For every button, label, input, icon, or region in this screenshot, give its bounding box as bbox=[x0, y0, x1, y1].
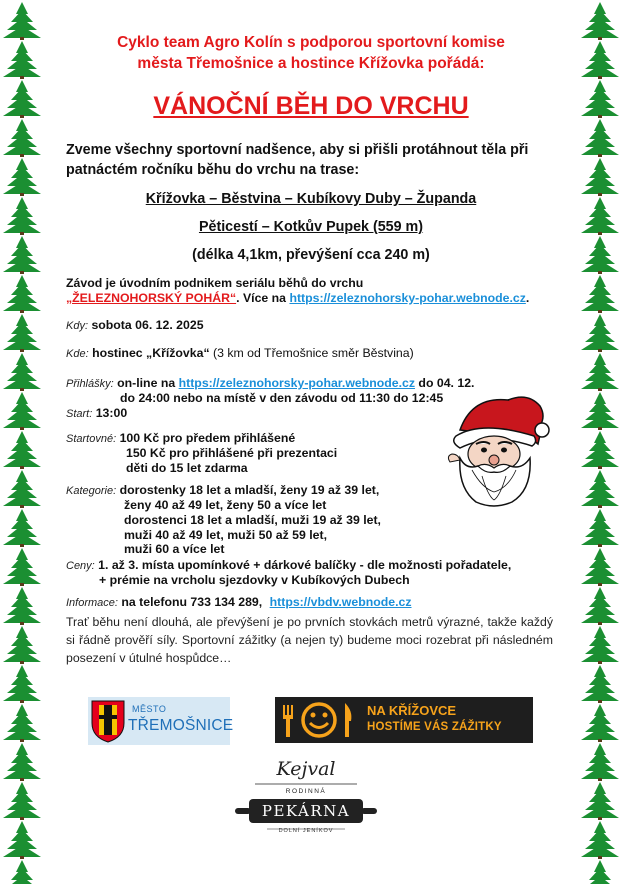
series-name: „ŽELEZNOHORSKÝ POHÁR“ bbox=[66, 291, 237, 305]
pekarna-text: PEKÁRNA bbox=[261, 802, 351, 820]
christmas-tree-icon bbox=[3, 353, 41, 391]
kde-value-detail: (3 km od Třemošnice směr Běstvina) bbox=[209, 346, 414, 360]
christmas-tree-icon bbox=[581, 158, 619, 196]
series-text: Závod je úvodním podnikem seriálu běhů do vrchu bbox=[66, 276, 364, 290]
kategorie-line-2: ženy 40 až 49 let, ženy 50 a více let bbox=[124, 498, 327, 512]
route-line-1: Křížovka – Běstvina – Kubíkovy Duby – Županda bbox=[145, 191, 477, 207]
kejval-pekarna-logo bbox=[233, 758, 379, 862]
christmas-tree-icon bbox=[581, 314, 619, 352]
informace-label: Informace: bbox=[66, 597, 118, 609]
header-line-1: Cyklo team Agro Kolín s podporou sportovní komise bbox=[117, 34, 505, 51]
smiley-cutlery-icon bbox=[275, 697, 365, 743]
informace-row bbox=[66, 595, 412, 611]
prihlasky-link[interactable]: https://zeleznohorsky-pohar.webnode.cz bbox=[178, 376, 416, 390]
prihlasky-post: do 04. 12. bbox=[415, 376, 475, 390]
christmas-tree-icon bbox=[581, 626, 619, 664]
christmas-tree-icon bbox=[581, 197, 619, 235]
left-christmas-tree-border bbox=[0, 0, 44, 884]
christmas-tree-icon bbox=[3, 314, 41, 352]
series-more: . Více na bbox=[236, 291, 290, 305]
christmas-tree-icon bbox=[3, 470, 41, 508]
header-line-2: města Třemošnice a hostince Křížovka pořádá: bbox=[137, 55, 485, 72]
christmas-tree-icon bbox=[581, 236, 619, 274]
kategorie-line-5: muži 60 a více let bbox=[124, 542, 225, 556]
christmas-tree-icon bbox=[581, 665, 619, 703]
series-link[interactable]: https://zeleznohorsky-pohar.webnode.cz bbox=[289, 291, 526, 305]
start-label: Start: bbox=[66, 408, 93, 420]
pekarna-subtext: DOLNÍ JENÍKOV bbox=[278, 828, 334, 834]
krizovce-title: NA KŘÍŽOVCE bbox=[367, 703, 457, 718]
kategorie-row bbox=[66, 483, 379, 499]
christmas-tree-icon bbox=[581, 821, 619, 859]
christmas-tree-icon bbox=[3, 119, 41, 157]
prihlasky-label: Přihlášky: bbox=[66, 378, 114, 390]
event-title: VÁNOČNÍ BĚH DO VRCHU bbox=[153, 92, 469, 120]
christmas-tree-icon bbox=[3, 431, 41, 469]
christmas-tree-icon bbox=[3, 548, 41, 586]
christmas-tree-icon bbox=[581, 470, 619, 508]
christmas-tree-icon bbox=[3, 158, 41, 196]
mesto-small-text: MĚSTO bbox=[132, 704, 167, 714]
christmas-tree-icon bbox=[3, 587, 41, 625]
christmas-tree-icon bbox=[581, 392, 619, 430]
kde-label: Kde: bbox=[66, 348, 89, 360]
christmas-tree-icon bbox=[581, 743, 619, 781]
krizovce-slogan: HOSTÍME VÁS ZÁŽITKY bbox=[367, 721, 502, 733]
ceny-line-2: + prémie na vrcholu sjezdovky v Kubíkových Dubech bbox=[99, 573, 410, 587]
right-christmas-tree-border bbox=[578, 0, 622, 884]
start-value: 13:00 bbox=[95, 406, 128, 420]
kategorie-line-3: dorostenci 18 let a mladší, muži 19 až 39 let, bbox=[124, 513, 381, 527]
kdy-row bbox=[66, 318, 204, 334]
start-row bbox=[66, 406, 127, 422]
ceny-row bbox=[66, 558, 511, 574]
christmas-tree-icon bbox=[581, 509, 619, 547]
christmas-tree-icon bbox=[581, 860, 619, 884]
intro-text: Zveme všechny sportovní nadšence, aby si přišli protáhnout těla při patnáctém ročníku běhu do vrchu na trase: bbox=[66, 142, 529, 178]
christmas-tree-icon bbox=[3, 197, 41, 235]
route-line-2: Pěticestí – Kotkův Pupek (559 m) bbox=[198, 219, 424, 235]
prihlasky-line-2: do 24:00 nebo na místě v den závodu od 11:30 do 12:45 bbox=[120, 391, 444, 405]
kdy-label: Kdy: bbox=[66, 320, 89, 332]
christmas-tree-icon bbox=[3, 236, 41, 274]
na-krizovce-logo bbox=[275, 697, 533, 743]
christmas-tree-icon bbox=[581, 782, 619, 820]
kategorie-label: Kategorie: bbox=[66, 485, 117, 497]
christmas-tree-icon bbox=[3, 626, 41, 664]
christmas-tree-icon bbox=[581, 119, 619, 157]
kategorie-line-4: muži 40 až 49 let, muži 50 až 59 let, bbox=[124, 528, 327, 542]
christmas-tree-icon bbox=[3, 860, 41, 884]
christmas-tree-icon bbox=[3, 41, 41, 79]
christmas-tree-icon bbox=[581, 80, 619, 118]
christmas-tree-icon bbox=[3, 509, 41, 547]
kde-value: hostinec „Křížovka“ bbox=[92, 346, 210, 360]
christmas-tree-icon bbox=[581, 2, 619, 40]
christmas-tree-icon bbox=[581, 548, 619, 586]
rodinna-text: RODINNÁ bbox=[285, 788, 327, 795]
kdy-value: sobota 06. 12. 2025 bbox=[91, 318, 204, 332]
closing-paragraph: Trať běhu není dlouhá, ale převýšení je po prvních stovkách metrů výrazné, takže každý si řádně prověří síly. Sportovní zážitky (a nejen ty) budeme moci rozebrat při následném posezení v útulné hospůdce… bbox=[66, 615, 553, 665]
christmas-tree-icon bbox=[3, 80, 41, 118]
christmas-tree-icon bbox=[581, 353, 619, 391]
startovne-row bbox=[66, 431, 295, 447]
kategorie-line-1: dorostenky 18 let a mladší, ženy 19 až 39 let, bbox=[119, 483, 380, 497]
christmas-tree-icon bbox=[581, 275, 619, 313]
startovne-line-1: 100 Kč pro předem přihlášené bbox=[119, 431, 296, 445]
prihlasky-row bbox=[66, 376, 474, 392]
christmas-tree-icon bbox=[581, 704, 619, 742]
ceny-line-1: 1. až 3. místa upomínkové + dárkové balíčky - dle možnosti pořadatele, bbox=[98, 558, 512, 572]
startovne-label: Startovné: bbox=[66, 433, 117, 445]
mesto-tremosnice-logo bbox=[88, 697, 234, 745]
christmas-tree-icon bbox=[3, 704, 41, 742]
christmas-tree-icon bbox=[581, 431, 619, 469]
kejval-script: Kejval bbox=[276, 758, 336, 780]
christmas-tree-icon bbox=[3, 782, 41, 820]
christmas-tree-icon bbox=[581, 587, 619, 625]
prihlasky-pre: on-line na bbox=[117, 376, 179, 390]
series-end: . bbox=[525, 291, 530, 305]
mesto-big-text: TŘEMOŠNICE bbox=[128, 717, 234, 734]
startovne-line-2: 150 Kč pro přihlášené při prezentaci bbox=[126, 446, 338, 460]
christmas-tree-icon bbox=[3, 392, 41, 430]
informace-link[interactable]: https://vbdv.webnode.cz bbox=[269, 595, 412, 609]
christmas-tree-icon bbox=[3, 821, 41, 859]
kde-row bbox=[66, 346, 414, 362]
series-info bbox=[66, 276, 566, 306]
christmas-tree-icon bbox=[3, 275, 41, 313]
christmas-tree-icon bbox=[581, 41, 619, 79]
town-shield-icon bbox=[90, 699, 126, 743]
informace-phone: na telefonu 733 134 289, bbox=[121, 595, 263, 609]
christmas-tree-icon bbox=[3, 2, 41, 40]
route-length: (délka 4,1km, převýšení cca 240 m) bbox=[192, 247, 430, 263]
christmas-tree-icon bbox=[3, 665, 41, 703]
santa-illustration bbox=[442, 392, 550, 510]
startovne-line-3: děti do 15 let zdarma bbox=[126, 461, 248, 475]
christmas-tree-icon bbox=[3, 743, 41, 781]
ceny-label: Ceny: bbox=[66, 560, 95, 572]
